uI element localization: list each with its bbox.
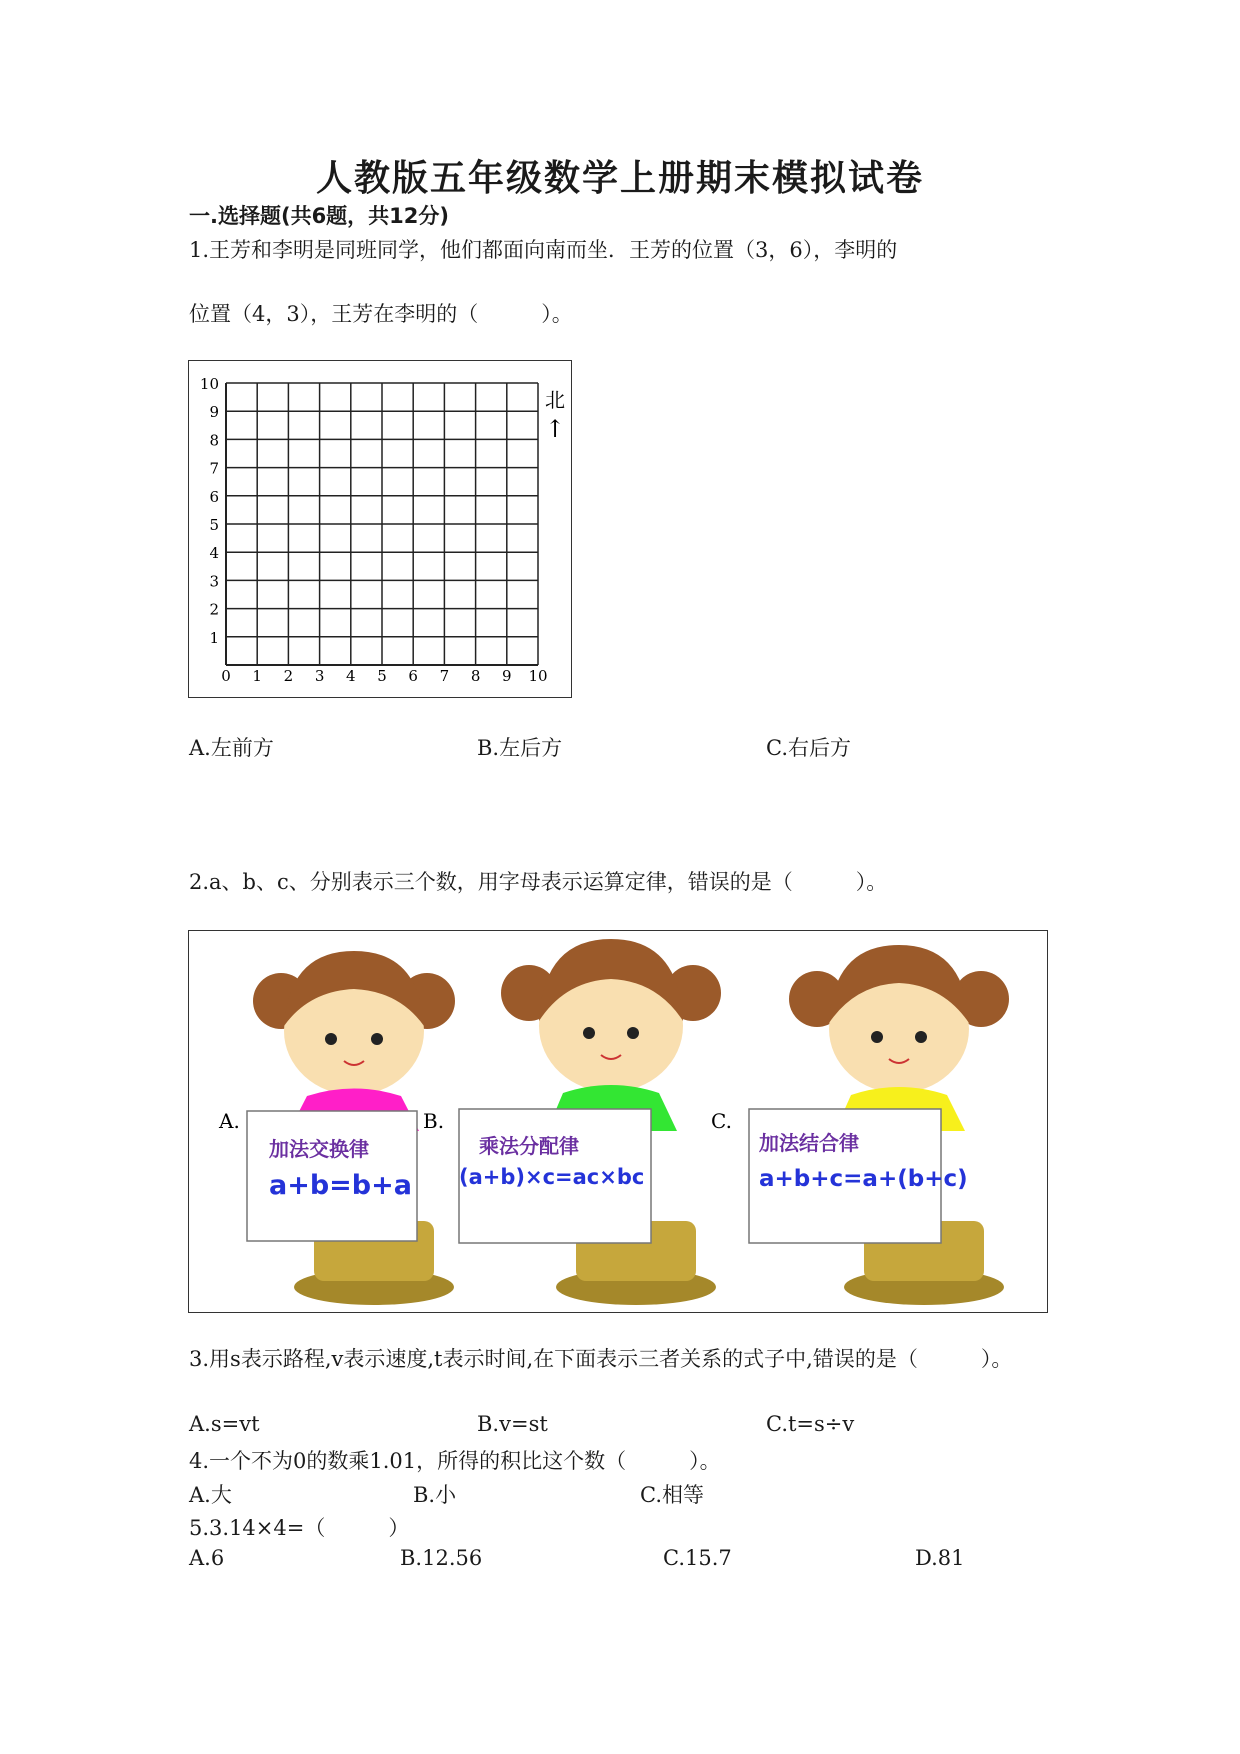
grid-figure <box>188 360 572 698</box>
y-tick-label: 5 <box>209 516 219 534</box>
y-tick-label: 7 <box>209 459 219 478</box>
card-b-law: 乘法分配律 <box>479 1134 579 1158</box>
q1-option-c[interactable]: C.右后方 <box>766 736 851 760</box>
card-a-formula: a+b=b+a <box>269 1170 412 1201</box>
q3-option-b[interactable]: B.v=st <box>477 1412 548 1436</box>
q5-option-d[interactable]: D.81 <box>915 1546 965 1570</box>
q4-option-b[interactable]: B.小 <box>413 1483 457 1507</box>
card-c-law: 加法结合律 <box>759 1131 859 1155</box>
y-tick-label: 4 <box>209 544 219 563</box>
x-tick-label: 8 <box>470 667 481 685</box>
x-tick-label: 10 <box>528 667 548 685</box>
q4-option-a[interactable]: A.大 <box>189 1483 232 1507</box>
x-tick-label: 4 <box>346 667 356 685</box>
y-tick-label: 2 <box>209 600 219 619</box>
q3-option-a[interactable]: A.s=vt <box>189 1412 260 1436</box>
x-tick-label: 5 <box>377 667 387 685</box>
cards-figure <box>188 930 1048 1313</box>
y-tick-label: 3 <box>209 572 219 591</box>
x-tick-label: 3 <box>314 667 325 685</box>
x-tick-label: 9 <box>502 667 512 685</box>
question-5-text: 5.3.14×4=（ ） <box>189 1516 410 1540</box>
question-1-line1: 1.王芳和李明是同班同学，他们都面向南而坐．王芳的位置（3，6），李明的 <box>189 238 898 262</box>
page-title: 人教版五年级数学上册期末模拟试卷 <box>315 158 924 199</box>
y-tick-label: 6 <box>209 487 219 506</box>
q4-option-c[interactable]: C.相等 <box>640 1483 704 1507</box>
question-3-text: 3.用s表示路程,v表示速度,t表示时间,在下面表示三者关系的式子中,错误的是（ ）。 <box>189 1347 1013 1371</box>
card-c-letter: C. <box>711 1109 732 1133</box>
card-b <box>423 939 721 1305</box>
y-tick-label: 10 <box>199 375 219 393</box>
cards-illustration <box>189 931 1047 1312</box>
y-tick-label: 1 <box>209 628 219 647</box>
x-tick-label: 0 <box>221 667 231 685</box>
card-a <box>218 951 455 1305</box>
north-arrow-icon: ↑ <box>544 415 566 443</box>
x-tick-label: 2 <box>283 667 294 685</box>
card-a-letter: A. <box>219 1109 240 1133</box>
coordinate-grid <box>189 361 571 697</box>
q1-option-b[interactable]: B.左后方 <box>477 736 563 760</box>
question-2-text: 2.a、b、c、分别表示三个数，用字母表示运算定律，错误的是（ ）。 <box>189 870 888 894</box>
x-tick-label: 1 <box>252 667 262 685</box>
card-b-formula: (a+b)×c=ac×bc <box>459 1165 645 1189</box>
question-1-line2: 位置（4，3），王芳在李明的（ ）。 <box>189 302 573 326</box>
y-tick-label: 9 <box>209 403 219 422</box>
q3-option-c[interactable]: C.t=s÷v <box>766 1412 855 1436</box>
section-heading: 一.选择题(共6题，共12分) <box>189 204 450 228</box>
north-label: 北 <box>545 388 565 412</box>
card-b-letter: B. <box>423 1109 445 1133</box>
card-a-law: 加法交换律 <box>269 1137 369 1161</box>
q5-option-b[interactable]: B.12.56 <box>400 1546 483 1570</box>
q1-option-a[interactable]: A.左前方 <box>189 736 274 760</box>
x-tick-label: 7 <box>439 667 450 685</box>
y-tick-label: 8 <box>209 431 219 450</box>
card-c-formula: a+b+c=a+(b+c) <box>759 1166 968 1192</box>
question-4-text: 4.一个不为0的数乘1.01，所得的积比这个数（ ）。 <box>189 1449 721 1473</box>
q5-option-a[interactable]: A.6 <box>189 1546 225 1570</box>
card-c <box>711 945 1009 1305</box>
x-tick-label: 6 <box>408 667 418 685</box>
q5-option-c[interactable]: C.15.7 <box>663 1546 732 1570</box>
